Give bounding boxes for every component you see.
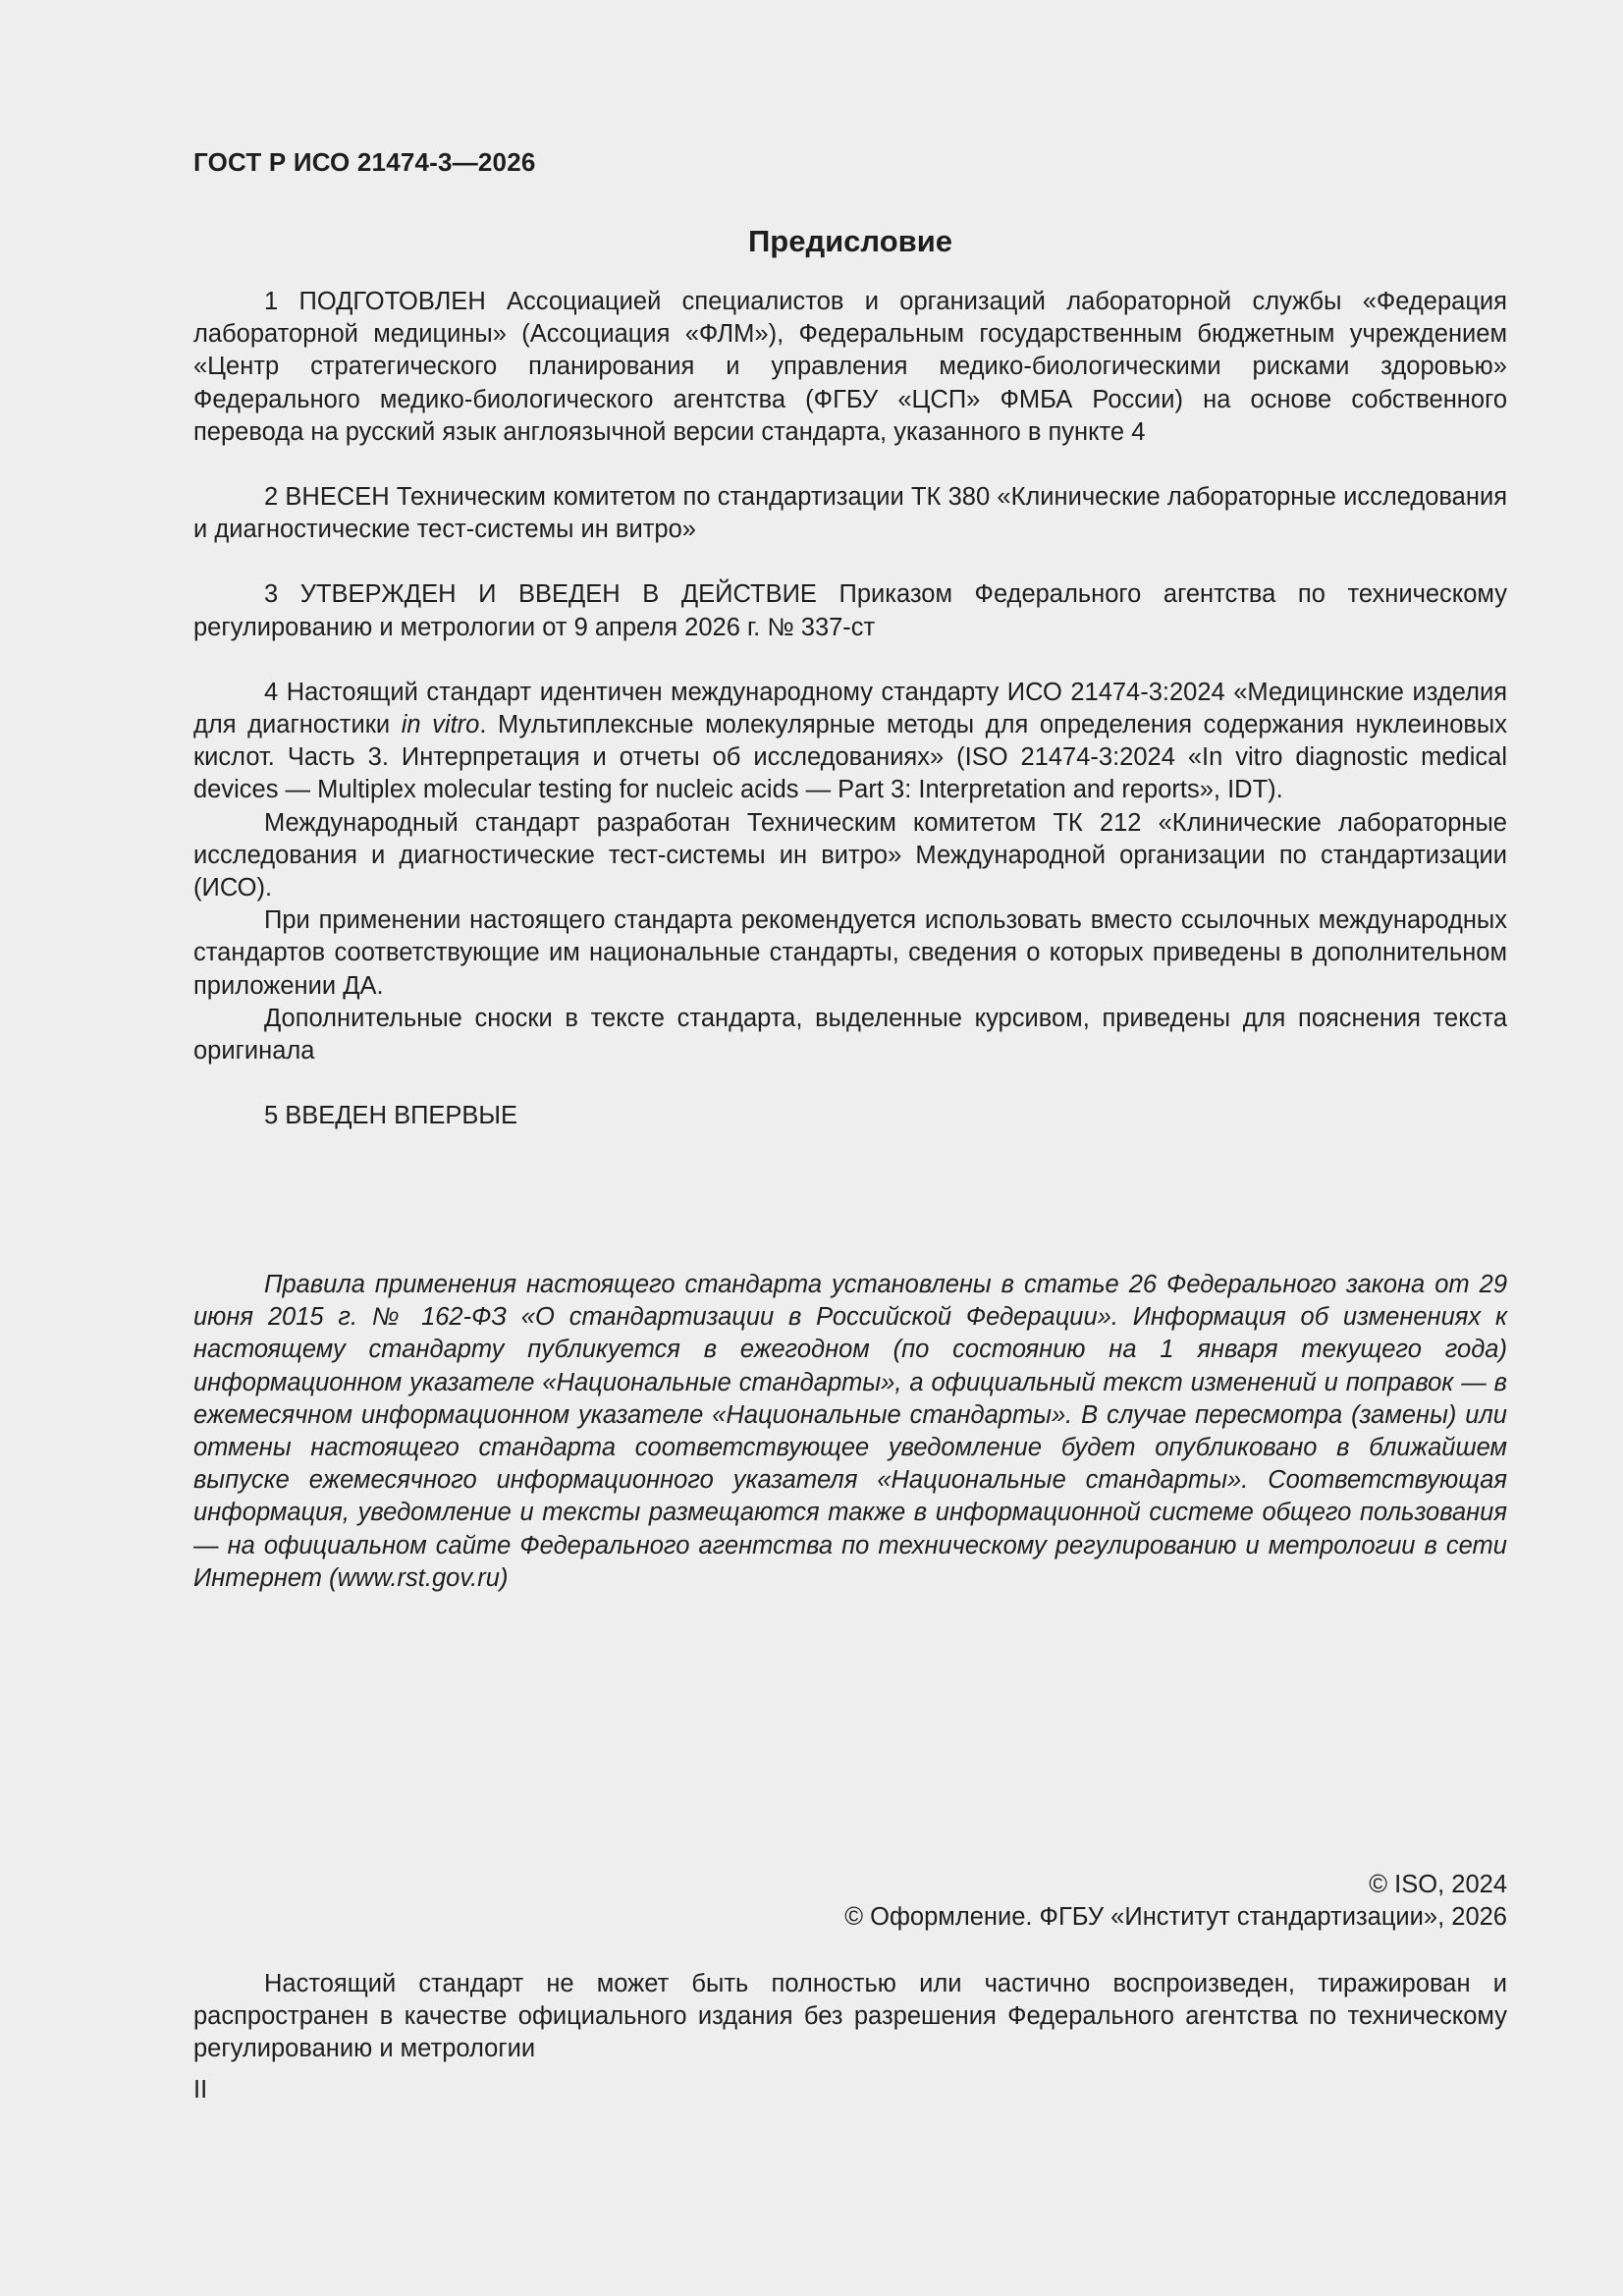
copyright-iso: © ISO, 2024 xyxy=(1369,1871,1507,1898)
foreword-item-4-paragraph-2: Международный стандарт разработан Техническим комитетом ТК 212 «Клинические лабораторные исследования и диагностические тест-системы ин витро» Международной организации по стандартизации (ИСО). xyxy=(193,808,1507,902)
foreword-item-1: 1 ПОДГОТОВЛЕН Ассоциацией специалистов и организаций лабораторной службы «Федерация лабораторной медицины» (Ассоциация «ФЛМ»), Федеральным государственным бюджетным учреждением «Центр стратегического планирования и управления медико-биологическими рисками здоровью» Федерального медико-биологического агентства (ФГБУ «ЦСП» ФМБА России) на основе собственного перевода на русский язык англоязычной версии стандарта, указанного в пункте 4 xyxy=(193,288,1507,446)
foreword-item-4-text-b: . Мультиплексные молекулярные методы для определения содержания нуклеиновых кислот. Часть 3. Интерпретация и отчеты об исследованиях» (ISO 21474-3:2024 «In vitro diagnostic medical devices — Multiplex molecular testing for nucleic acids — Part 3: Interpretation and reports», IDT). xyxy=(193,711,1507,804)
foreword-item-4-text-a: 4 Настоящий стандарт идентичен международному стандарту ИСО 21474-3:2024 «Медицинские изделия для диагностики xyxy=(193,678,1507,739)
document-page xyxy=(193,0,1507,2296)
foreword-item-5: 5 ВВЕДЕН ВПЕРВЫЕ xyxy=(264,1102,518,1130)
foreword-item-4 xyxy=(193,677,1507,807)
copyright-design: © Оформление. ФГБУ «Институт стандартизации», 2026 xyxy=(844,1903,1507,1932)
copyright-block xyxy=(844,1869,1507,1934)
foreword-item-4-paragraph-3: При применении настоящего стандарта рекомендуется использовать вместо ссылочных международных стандартов соответствующие им национальные стандарты, сведения о которых приведены в дополнительном приложении ДА. xyxy=(193,906,1507,1000)
section-title: Предисловие xyxy=(747,224,952,258)
page-number: II xyxy=(193,2076,208,2104)
document-code-header: ГОСТ Р ИСО 21474-3—2026 xyxy=(193,147,536,177)
foreword-body xyxy=(193,286,1507,1132)
reproduction-notice: Настоящий стандарт не может быть полностью или частично воспроизведен, тиражирован и распространен в качестве официального издания без разрешения Федерального агентства по техническому регулированию и метрологии xyxy=(193,1970,1507,2063)
foreword-item-4-italic: in vitro xyxy=(401,711,480,739)
foreword-item-2: 2 ВНЕСЕН Техническим комитетом по стандартизации ТК 380 «Клинические лабораторные исследования и диагностические тест-системы ин витро» xyxy=(193,483,1507,544)
rules-notice: Правила применения настоящего стандарта установлены в статье 26 Федерального закона от 29 июня 2015 г. № 162-ФЗ «О стандартизации в Российской Федерации». Информация об изменениях к настоящему стандарту публикуется в ежегодном (по состоянию на 1 января текущего года) информационном указателе «Национальные стандарты», а официальный текст изменений и поправок — в ежемесячном информационном указателе «Национальные стандарты». В случае пересмотра (замены) или отмены настоящего стандарта соответствующее уведомление будет опубликовано в ближайшем выпуске ежемесячного информационного указателя «Национальные стандарты». Соответствующая информация, уведомление и тексты размещаются также в информационной системе общего пользования — на официальном сайте Федерального агентства по техническому регулированию и метрологии в сети Интернет (www.rst.gov.ru) xyxy=(193,1271,1507,1592)
foreword-item-4-paragraph-4: Дополнительные сноски в тексте стандарта, выделенные курсивом, приведены для пояснения текста оригинала xyxy=(193,1004,1507,1066)
foreword-item-3: 3 УТВЕРЖДЕН И ВВЕДЕН В ДЕЙСТВИЕ Приказом Федерального агентства по техническому регулированию и метрологии от 9 апреля 2026 г. № 337-ст xyxy=(193,580,1507,641)
